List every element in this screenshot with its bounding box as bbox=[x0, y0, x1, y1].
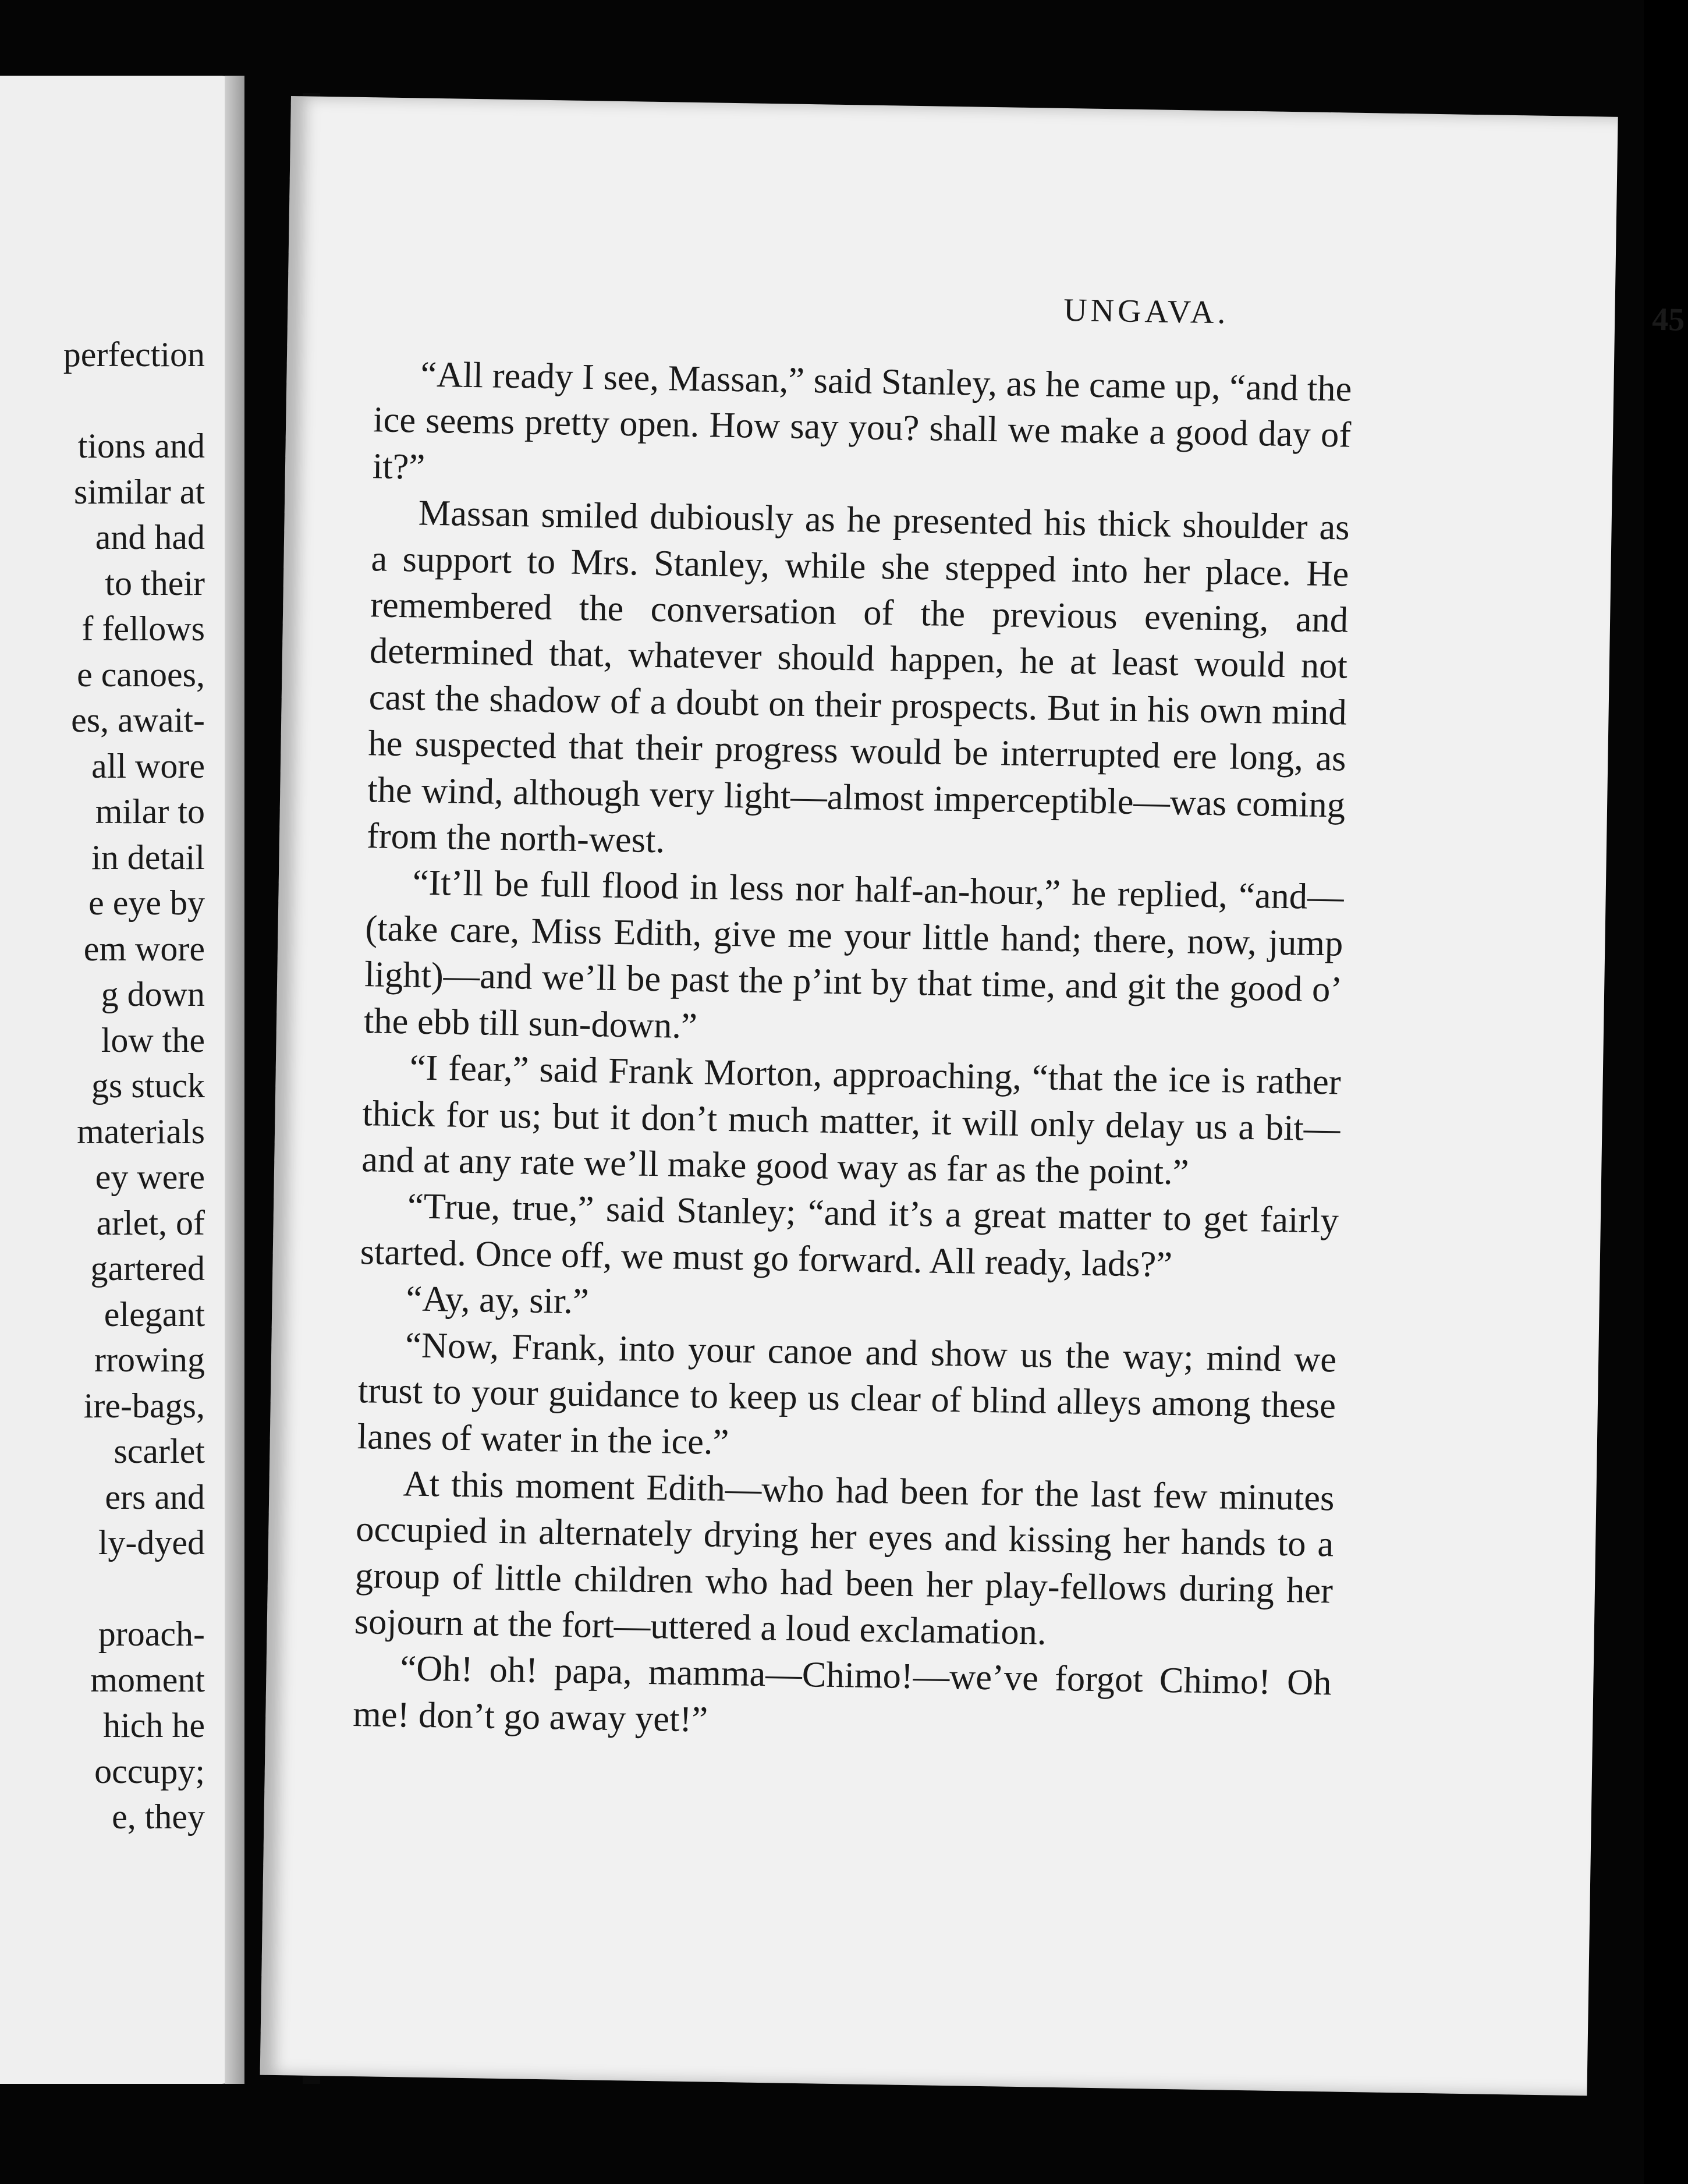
left-fragment: to their bbox=[105, 563, 205, 602]
left-fragment: rrowing bbox=[94, 1341, 205, 1379]
left-fragment: ers and bbox=[105, 1477, 205, 1516]
left-fragment: materials bbox=[77, 1112, 205, 1151]
left-fragment: gartered bbox=[90, 1249, 205, 1288]
left-fragment: e canoes, bbox=[77, 655, 205, 694]
left-page-gutter bbox=[225, 76, 244, 2084]
left-fragment: perfection bbox=[63, 335, 205, 374]
left-fragment: occupy; bbox=[94, 1752, 205, 1791]
left-fragment bbox=[63, 378, 205, 424]
left-fragment: elegant bbox=[104, 1295, 205, 1334]
left-fragment: ire-bags, bbox=[83, 1386, 205, 1425]
left-fragment: e, they bbox=[112, 1797, 205, 1836]
paragraph: “Ay, ay, sir.” bbox=[406, 1278, 590, 1322]
left-page-text bbox=[63, 332, 205, 1840]
left-fragment: and had bbox=[95, 518, 205, 556]
left-fragment: ey were bbox=[95, 1158, 205, 1196]
running-title: UNGAVA. bbox=[1063, 292, 1229, 331]
paragraph: “Oh! oh! papa, mamma—Chimo!—we’ve forgot Chimo! Oh me! don’t go away yet!” bbox=[352, 1647, 1332, 1740]
paragraph: “It’ll be full flood in less nor half-an-hour,” he replied, “and—(take care, Miss Edith, give me your little hand; there, now, jump light)—and we’ll be past the p’int by that time, and git the good o’ the ebb till sun-down.” bbox=[363, 861, 1345, 1046]
left-fragment: proach- bbox=[98, 1615, 205, 1653]
body-text bbox=[353, 350, 1352, 1752]
left-fragment: e eye by bbox=[88, 884, 205, 922]
left-fragment: es, await- bbox=[71, 701, 205, 739]
left-fragment: hich he bbox=[103, 1706, 205, 1745]
left-fragment: milar to bbox=[95, 792, 205, 831]
right-page bbox=[260, 96, 1685, 2096]
left-fragment: low the bbox=[101, 1020, 205, 1059]
left-fragment: g down bbox=[101, 975, 205, 1013]
paragraph: Massan smiled dubiously as he presented his thick shoulder as a support to Mrs. Stanley, while she stepped into her place. He remembered the conversation of the previous evening, and determined that, whatever should happen, he at least would not cast the shadow of a doubt on their prospects. But in his own mind he suspected that their progress would be interrupted ere long, as the wind, although very light—almost imperceptible—was coming from the north-west. bbox=[366, 492, 1350, 861]
left-fragment: scarlet bbox=[114, 1432, 205, 1470]
left-fragment: tions and bbox=[77, 427, 205, 465]
page-header bbox=[811, 288, 1685, 348]
left-fragment: all wore bbox=[91, 746, 205, 785]
left-fragment: gs stuck bbox=[91, 1066, 205, 1105]
paragraph: “I fear,” said Frank Morton, approaching, “that the ice is rather thick for us; but it don’t much matter, it will only delay us a bit—and at any rate we’ll make good way as far as the point.” bbox=[361, 1047, 1342, 1193]
left-fragment: similar at bbox=[74, 472, 205, 511]
paragraph: “True, true,” said Stanley; “and it’s a great matter to get fairly started. Once off, we must go forward. All ready, lads?” bbox=[360, 1185, 1339, 1285]
paragraph: “Now, Frank, into your canoe and show us the way; mind we trust to your guidance to keep us clear of blind alleys among these lanes of water in the ice.” bbox=[357, 1324, 1337, 1463]
left-fragment: ly-dyed bbox=[98, 1523, 205, 1562]
left-fragment: in detail bbox=[91, 838, 205, 877]
left-page bbox=[0, 76, 244, 2084]
paragraph: “All ready I see, Massan,” said Stanley, as he came up, “and the ice seems pretty open. How say you? shall we make a good day of it?” bbox=[372, 353, 1352, 487]
paragraph: At this moment Edith—who had been for the last few minutes occupied in alternately drying her eyes and kissing her hands to a group of little children who had been her play-fellows during her sojourn at the fort—uttered a loud exclamation. bbox=[354, 1463, 1335, 1653]
left-fragment: em wore bbox=[83, 929, 205, 968]
left-fragment: moment bbox=[90, 1660, 205, 1699]
left-fragment: f fellows bbox=[81, 609, 205, 648]
page-number: 45 bbox=[1651, 301, 1685, 338]
left-fragment: arlet, of bbox=[96, 1203, 205, 1242]
left-fragment bbox=[63, 1566, 205, 1612]
